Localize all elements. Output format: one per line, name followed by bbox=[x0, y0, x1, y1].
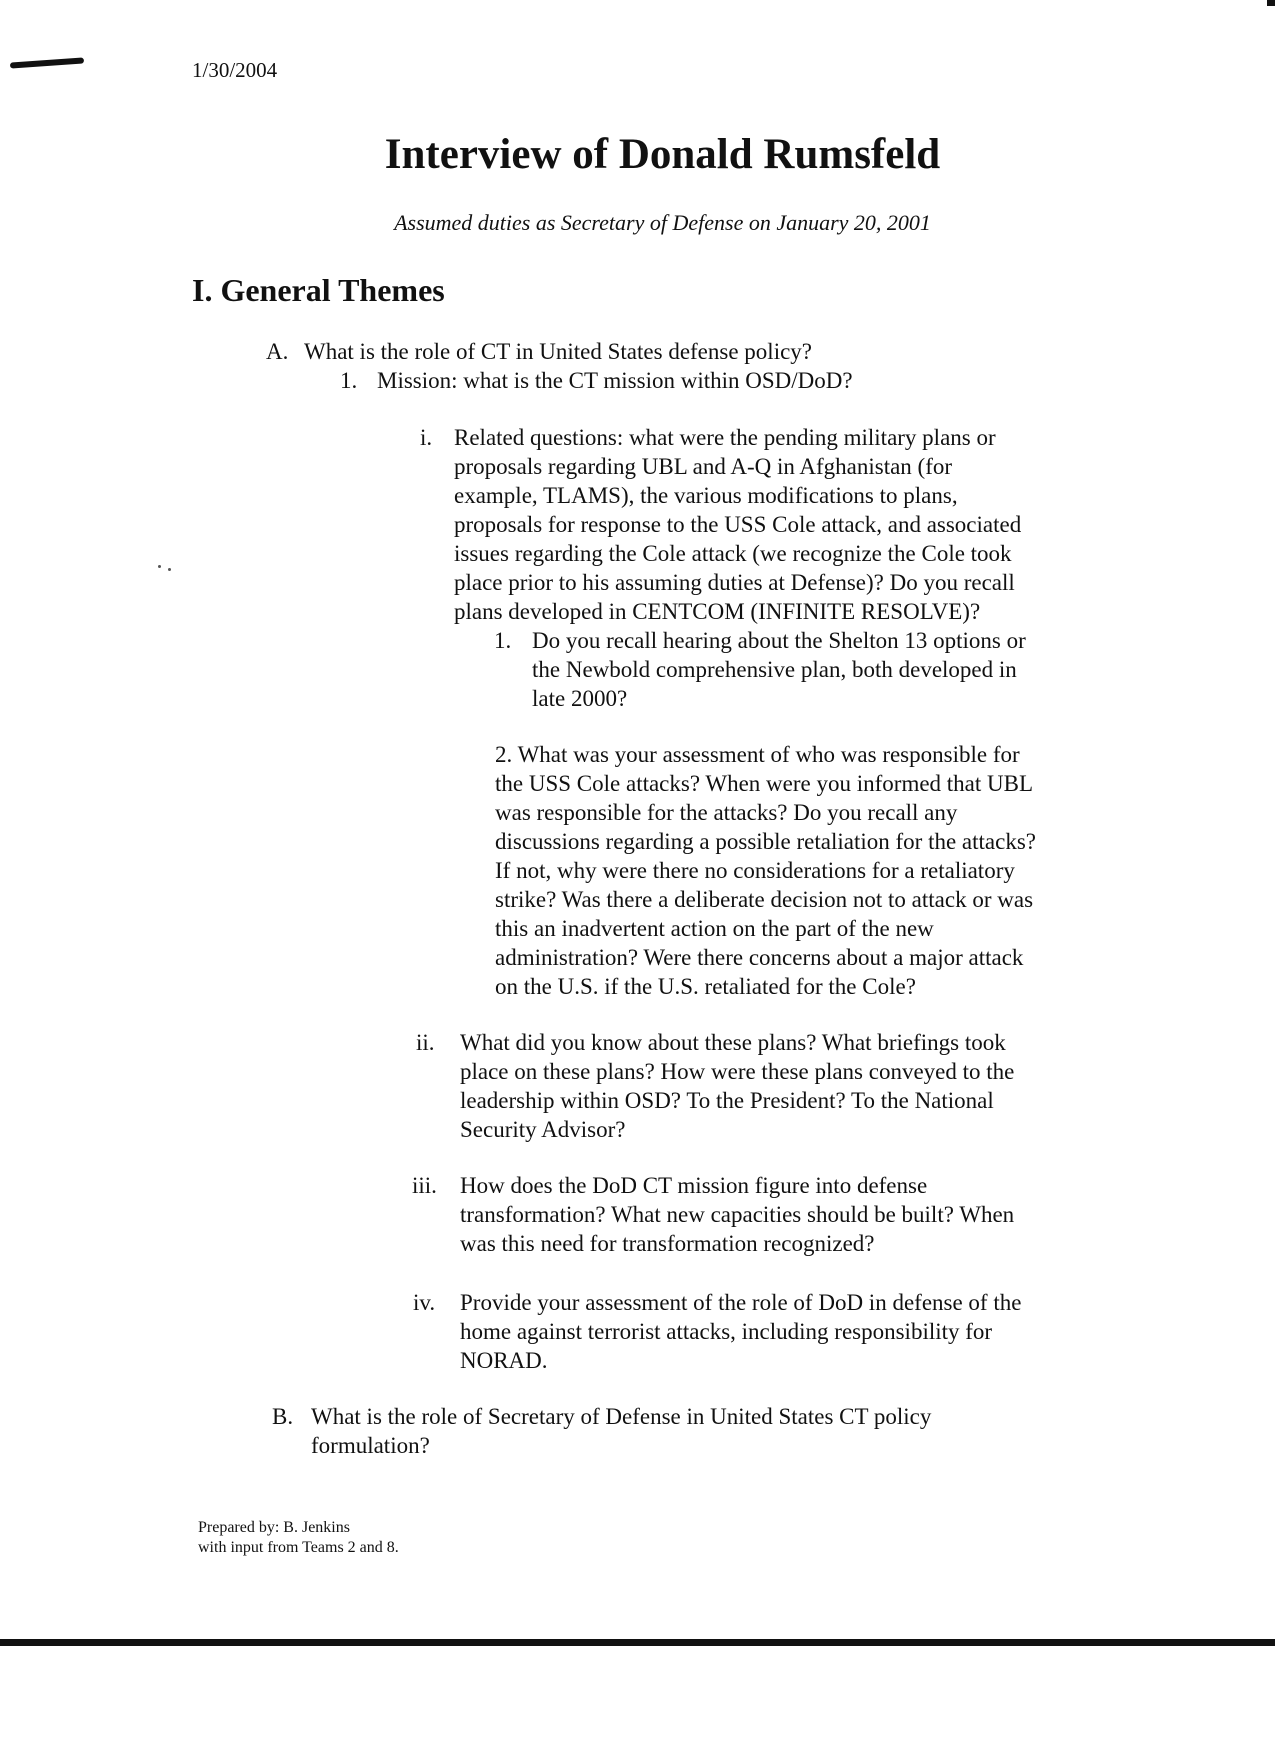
item-i1-marker: 1. bbox=[494, 628, 512, 653]
input-from: with input from Teams 2 and 8. bbox=[198, 1539, 399, 1556]
text-line: home against terrorist attacks, including responsibility for bbox=[460, 1319, 993, 1344]
text-line: the USS Cole attacks? When were you informed that UBL bbox=[495, 771, 1034, 796]
item-i2-text bbox=[495, 740, 1036, 1001]
item-iii-marker: iii. bbox=[412, 1173, 437, 1198]
item-ii-marker: ii. bbox=[416, 1030, 435, 1055]
text-line: If not, why were there no considerations for a retaliatory bbox=[495, 858, 1015, 883]
text-line: administration? Were there concerns about a major attack bbox=[495, 945, 1024, 970]
text-line: proposals for response to the USS Cole attack, and associated bbox=[454, 512, 1022, 537]
text-line: plans developed in CENTCOM (INFINITE RESOLVE)? bbox=[454, 599, 981, 624]
text-line: place on these plans? How were these plans conveyed to the bbox=[460, 1059, 1015, 1084]
text-line: How does the DoD CT mission figure into defense bbox=[460, 1173, 928, 1198]
text-line: NORAD. bbox=[460, 1348, 548, 1373]
corner-mark bbox=[1267, 0, 1275, 6]
page-title: Interview of Donald Rumsfeld bbox=[384, 131, 941, 178]
item-ii-text bbox=[460, 1028, 1014, 1144]
text-line: on the U.S. if the U.S. retaliated for the Cole? bbox=[495, 974, 916, 999]
text-line: example, TLAMS), the various modifications to plans, bbox=[454, 483, 958, 508]
page-subtitle: Assumed duties as Secretary of Defense on January 20, 2001 bbox=[394, 210, 931, 235]
item-i-text bbox=[454, 423, 1021, 626]
text-line: Security Advisor? bbox=[460, 1117, 626, 1142]
prepared-by-note bbox=[198, 1518, 399, 1558]
text-line: the Newbold comprehensive plan, both developed in bbox=[532, 657, 1017, 682]
scan-speck bbox=[158, 565, 161, 568]
text-line: was responsible for the attacks? Do you recall any bbox=[495, 800, 958, 825]
section-heading: I. General Themes bbox=[192, 272, 445, 308]
text-line: was this need for transformation recognized? bbox=[460, 1231, 875, 1256]
pen-mark bbox=[10, 57, 84, 68]
text-line: What did you know about these plans? What briefings took bbox=[460, 1030, 1006, 1055]
bottom-rule bbox=[0, 1639, 1275, 1646]
text-line: formulation? bbox=[311, 1433, 430, 1458]
item-a1-text: Mission: what is the CT mission within OSD/DoD? bbox=[377, 368, 853, 393]
item-i1-text bbox=[532, 626, 1026, 713]
text-line: strike? Was there a deliberate decision not to attack or was bbox=[495, 887, 1034, 912]
text-line: What is the role of Secretary of Defense in United States CT policy bbox=[311, 1404, 932, 1429]
item-iv-text bbox=[460, 1288, 1021, 1375]
prepared-by: Prepared by: B. Jenkins bbox=[198, 1519, 350, 1536]
item-i-marker: i. bbox=[420, 425, 433, 450]
document-date: 1/30/2004 bbox=[192, 58, 278, 82]
text-line: place prior to his assuming duties at Defense)? Do you recall bbox=[454, 570, 1015, 595]
text-line: Provide your assessment of the role of DoD in defense of the bbox=[460, 1290, 1022, 1315]
text-line: Do you recall hearing about the Shelton 13 options or bbox=[532, 628, 1026, 653]
item-a-text: What is the role of CT in United States defense policy? bbox=[304, 339, 812, 364]
item-a-marker: A. bbox=[266, 339, 289, 364]
text-line: issues regarding the Cole attack (we recognize the Cole took bbox=[454, 541, 1012, 566]
text-line: Related questions: what were the pending military plans or bbox=[454, 425, 996, 450]
item-iv-marker: iv. bbox=[413, 1290, 436, 1315]
text-line: transformation? What new capacities should be built? When bbox=[460, 1202, 1015, 1227]
text-line: proposals regarding UBL and A-Q in Afghanistan (for bbox=[454, 454, 953, 479]
text-line: leadership within OSD? To the President? To the National bbox=[460, 1088, 994, 1113]
text-line: late 2000? bbox=[532, 686, 628, 711]
scan-speck bbox=[168, 568, 171, 571]
item-a1-marker: 1. bbox=[340, 368, 358, 393]
text-line: this an inadvertent action on the part of the new bbox=[495, 916, 934, 941]
text-line: 2. What was your assessment of who was responsible for bbox=[495, 742, 1020, 767]
item-b-text bbox=[311, 1402, 931, 1460]
item-iii-text bbox=[460, 1171, 1014, 1258]
text-line: discussions regarding a possible retaliation for the attacks? bbox=[495, 829, 1036, 854]
item-b-marker: B. bbox=[272, 1404, 294, 1429]
